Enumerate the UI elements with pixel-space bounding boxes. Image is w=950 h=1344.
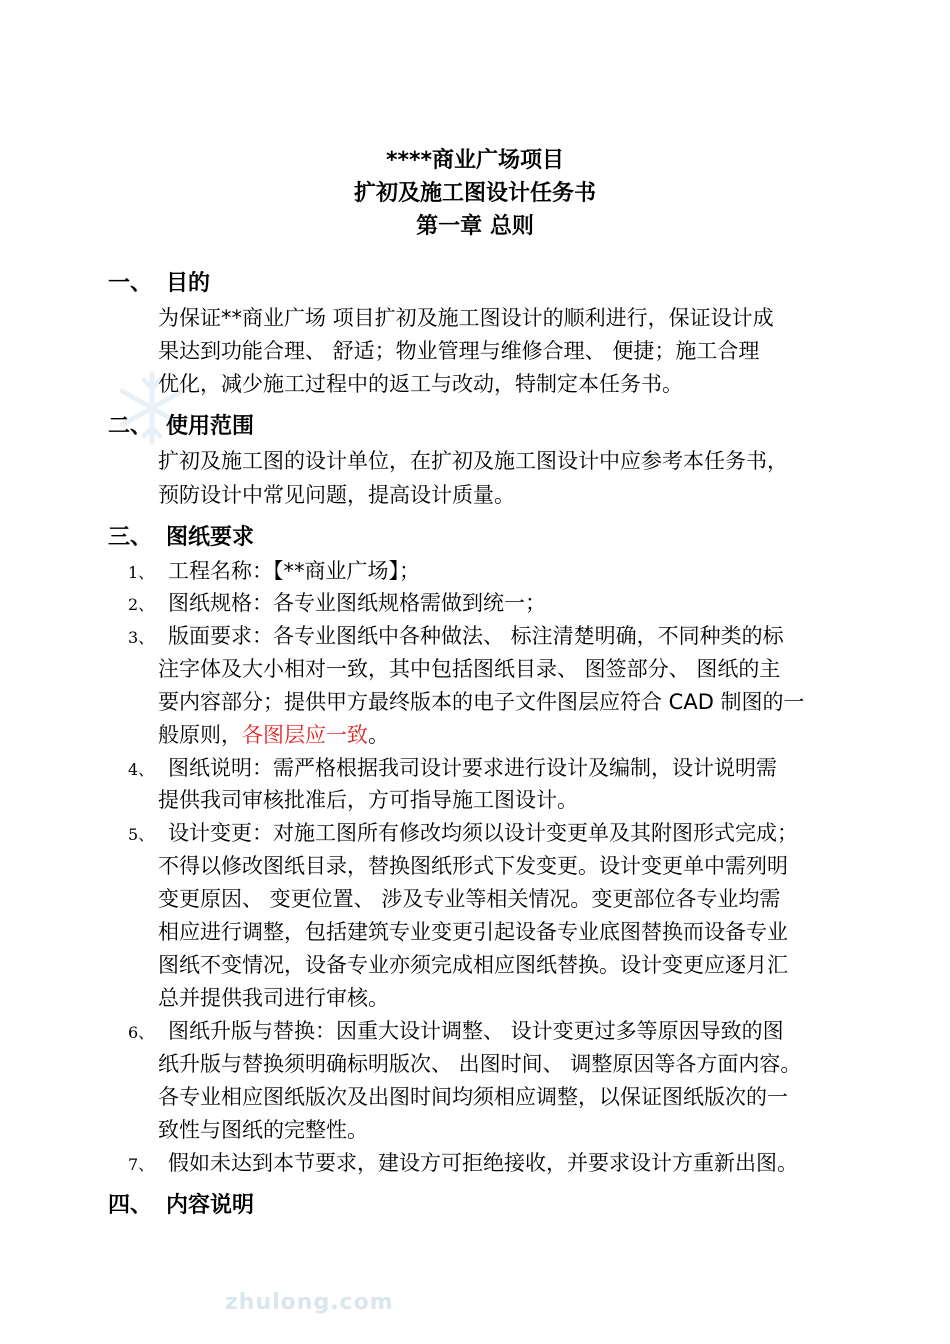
- item-number: 7、: [128, 1155, 155, 1174]
- item-continuation: 变更原因、 变更位置、 涉及专业等相关情况。变更部位各专业均需: [158, 887, 781, 911]
- section-heading-content-description: [108, 1191, 254, 1221]
- paragraph-line: 优化，减少施工过程中的返工与改动，特制定本任务书。: [158, 372, 683, 396]
- section-heading-purpose: [108, 269, 210, 299]
- item-continuation: 各专业相应图纸版次及出图时间均须相应调整，以保证图纸版次的一: [158, 1085, 788, 1109]
- section-number: 四、: [108, 1193, 153, 1218]
- section-number: 二、: [108, 414, 153, 439]
- item-number: 3、: [128, 628, 155, 647]
- item-text: 。: [368, 723, 389, 747]
- item-text: 图纸升版与替换：因重大设计调整、 设计变更过多等原因导致的图: [168, 1019, 784, 1043]
- paragraph-line: 果达到功能合理、 舒适；物业管理与维修合理、 便捷；施工合理: [158, 339, 760, 363]
- item-continuation: 图纸不变情况，设备专业亦须完成相应图纸替换。设计变更应逐月汇: [158, 953, 788, 977]
- item-number: 1、: [128, 563, 155, 582]
- item-text: 工程名称：【**商业广场】；: [168, 559, 420, 583]
- section-heading-drawing-requirements: [108, 523, 254, 553]
- item-text: 版面要求：各专业图纸中各种做法、 标注清楚明确，不同种类的标: [168, 624, 784, 648]
- item-number: 6、: [128, 1023, 155, 1042]
- list-item: [128, 1015, 784, 1049]
- item-continuation: 提供我司审核批准后，方可指导施工图设计。: [158, 788, 578, 812]
- section-number: 一、: [108, 271, 153, 296]
- item-continuation: 纸升版与替换须明确标明版次、 出图时间、 调整原因等各方面内容。: [158, 1052, 802, 1076]
- item-number: 4、: [128, 760, 155, 779]
- item-text: 图纸说明：需严格根据我司设计要求进行设计及编制，设计说明需: [168, 756, 777, 780]
- paragraph-line: 为保证**商业广场 项目扩初及施工图设计的顺利进行，保证设计成: [158, 306, 774, 330]
- site-watermark: zhulong.com: [225, 1290, 394, 1315]
- list-item: [128, 587, 546, 621]
- item-text: 假如未达到本节要求，建设方可拒绝接收，并要求设计方重新出图。: [168, 1151, 798, 1175]
- section-number: 三、: [108, 525, 153, 550]
- list-item: [128, 1147, 798, 1181]
- item-continuation: 不得以修改图纸目录，替换图纸形式下发变更。设计变更单中需列明: [158, 854, 788, 878]
- document-subtitle: 扩初及施工图设计任务书: [353, 181, 596, 206]
- item-continuation: [158, 719, 389, 751]
- chapter-title: 第一章 总则: [416, 214, 534, 239]
- item-continuation: 要内容部分；提供甲方最终版本的电子文件图层应符合 CAD 制图的一: [158, 690, 805, 714]
- list-item: [128, 817, 798, 851]
- paragraph-line: 扩初及施工图的设计单位，在扩初及施工图设计中应参考本任务书，: [158, 449, 788, 473]
- document-title: ****商业广场项目: [385, 148, 565, 173]
- section-title: 目的: [166, 271, 211, 296]
- item-text: 般原则，: [158, 723, 242, 747]
- section-title: 图纸要求: [166, 525, 255, 550]
- item-number: 2、: [128, 595, 155, 614]
- item-text: 图纸规格：各专业图纸规格需做到统一；: [168, 591, 546, 615]
- highlighted-text: 各图层应一致: [242, 723, 368, 747]
- item-continuation: 相应进行调整，包括建筑专业变更引起设备专业底图替换而设备专业: [158, 920, 788, 944]
- list-item: [128, 555, 420, 589]
- item-continuation: 总并提供我司进行审核。: [158, 986, 389, 1010]
- item-continuation: 注字体及大小相对一致，其中包括图纸目录、 图签部分、 图纸的主: [158, 657, 781, 681]
- section-heading-scope: [108, 412, 254, 442]
- paragraph-line: 预防设计中常见问题，提高设计质量。: [158, 483, 515, 507]
- item-continuation: 致性与图纸的完整性。: [158, 1118, 368, 1142]
- section-title: 使用范围: [166, 414, 255, 439]
- list-item: [128, 620, 784, 654]
- list-item: [128, 752, 777, 786]
- section-title: 内容说明: [166, 1193, 255, 1218]
- item-text: 设计变更：对施工图所有修改均须以设计变更单及其附图形式完成；: [168, 821, 798, 845]
- item-number: 5、: [128, 825, 155, 844]
